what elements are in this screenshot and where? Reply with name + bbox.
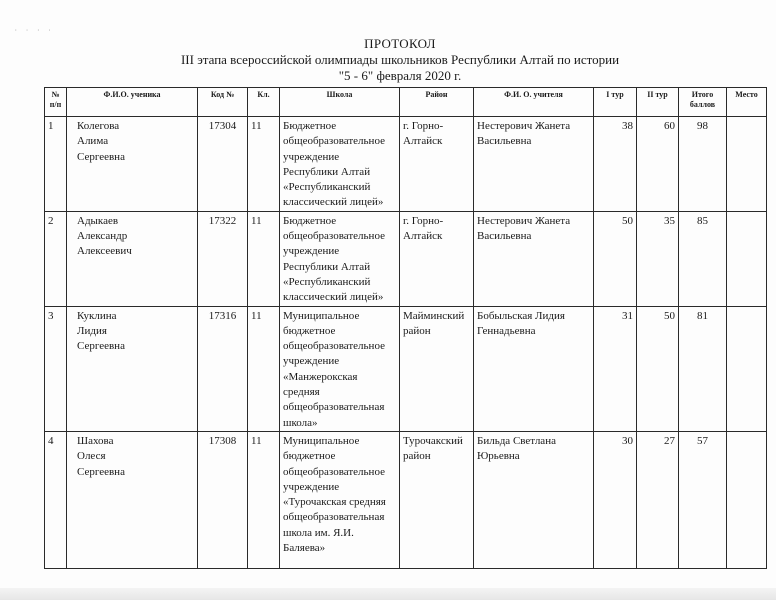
col-header-school: Школа [280, 88, 400, 117]
cell-place [727, 306, 767, 431]
cell-teacher: Бобыльская Лидия Геннадьевна [474, 306, 594, 431]
document-date: "5 - 6" февраля 2020 г. [338, 68, 462, 83]
col-header-code: Код № [198, 88, 248, 117]
cell-num: 2 [45, 211, 67, 306]
col-header-num: № п/п [45, 88, 67, 117]
cell-fio: Адыкаев Александр Алексеевич [67, 211, 198, 306]
cell-teacher: Бильда Светлана Юрьевна [474, 431, 594, 568]
table-header-row [45, 88, 767, 117]
document-title: ПРОТОКОЛ [364, 36, 436, 51]
cell-tour1: 31 [594, 306, 637, 431]
cell-fio: Колегова Алима Сергеевна [67, 117, 198, 212]
cell-grade: 11 [248, 117, 280, 212]
cell-school: Муниципальное бюджетное общеобразовательное учреждение «Манжерокская средняя общеобразовательная школа» [280, 306, 400, 431]
cell-school: Бюджетное общеобразовательное учреждение Республики Алтай «Республиканский классический лицей» [280, 117, 400, 212]
cell-grade: 11 [248, 306, 280, 431]
cell-code: 17304 [198, 117, 248, 212]
cell-teacher: Нестерович Жанета Васильевна [474, 117, 594, 212]
col-header-tour1: I тур [594, 88, 637, 117]
cell-tour2: 27 [637, 431, 679, 568]
col-header-tour2: II тур [637, 88, 679, 117]
col-header-fio: Ф.И.О. ученика [67, 88, 198, 117]
cell-grade: 11 [248, 211, 280, 306]
cell-tour2: 50 [637, 306, 679, 431]
cell-code: 17316 [198, 306, 248, 431]
cell-fio: Куклина Лидия Сергеевна [67, 306, 198, 431]
cell-tour2: 60 [637, 117, 679, 212]
cell-grade: 11 [248, 431, 280, 568]
table-row [45, 306, 767, 431]
cell-total: 81 [679, 306, 727, 431]
cell-total: 98 [679, 117, 727, 212]
cell-tour1: 30 [594, 431, 637, 568]
cell-district: Турочакский район [400, 431, 474, 568]
cell-district: г. Горно-Алтайск [400, 211, 474, 306]
col-header-grade: Кл. [248, 88, 280, 117]
cell-code: 17322 [198, 211, 248, 306]
table-row [45, 211, 767, 306]
cell-district: Майминский район [400, 306, 474, 431]
col-header-place: Место [727, 88, 767, 117]
cell-tour1: 38 [594, 117, 637, 212]
cell-place [727, 431, 767, 568]
cell-fio: Шахова Олеся Сергеевна [67, 431, 198, 568]
cell-tour1: 50 [594, 211, 637, 306]
table-row [45, 431, 767, 568]
cell-district: г. Горно-Алтайск [400, 117, 474, 212]
results-table [44, 87, 767, 569]
cell-total: 85 [679, 211, 727, 306]
cell-school: Муниципальное бюджетное общеобразовательное учреждение «Турочакская средняя общеобразовательная школа им. Я.И. Баляева» [280, 431, 400, 568]
cell-tour2: 35 [637, 211, 679, 306]
table-row [45, 117, 767, 212]
cell-num: 3 [45, 306, 67, 431]
cell-school: Бюджетное общеобразовательное учреждение Республики Алтай «Республиканский классический лицей» [280, 211, 400, 306]
scan-bottom-edge [0, 588, 776, 600]
document-subtitle: III этапа всероссийской олимпиады школьников Республики Алтай по истории [180, 52, 620, 67]
cell-code: 17308 [198, 431, 248, 568]
cell-teacher: Нестерович Жанета Васильевна [474, 211, 594, 306]
cell-total: 57 [679, 431, 727, 568]
cell-place [727, 117, 767, 212]
col-header-district: Район [400, 88, 474, 117]
col-header-teacher: Ф.И. О. учителя [474, 88, 594, 117]
col-header-total: Итого баллов [679, 88, 727, 117]
scan-specks: · · · · [14, 27, 54, 34]
cell-num: 1 [45, 117, 67, 212]
cell-num: 4 [45, 431, 67, 568]
cell-place [727, 211, 767, 306]
